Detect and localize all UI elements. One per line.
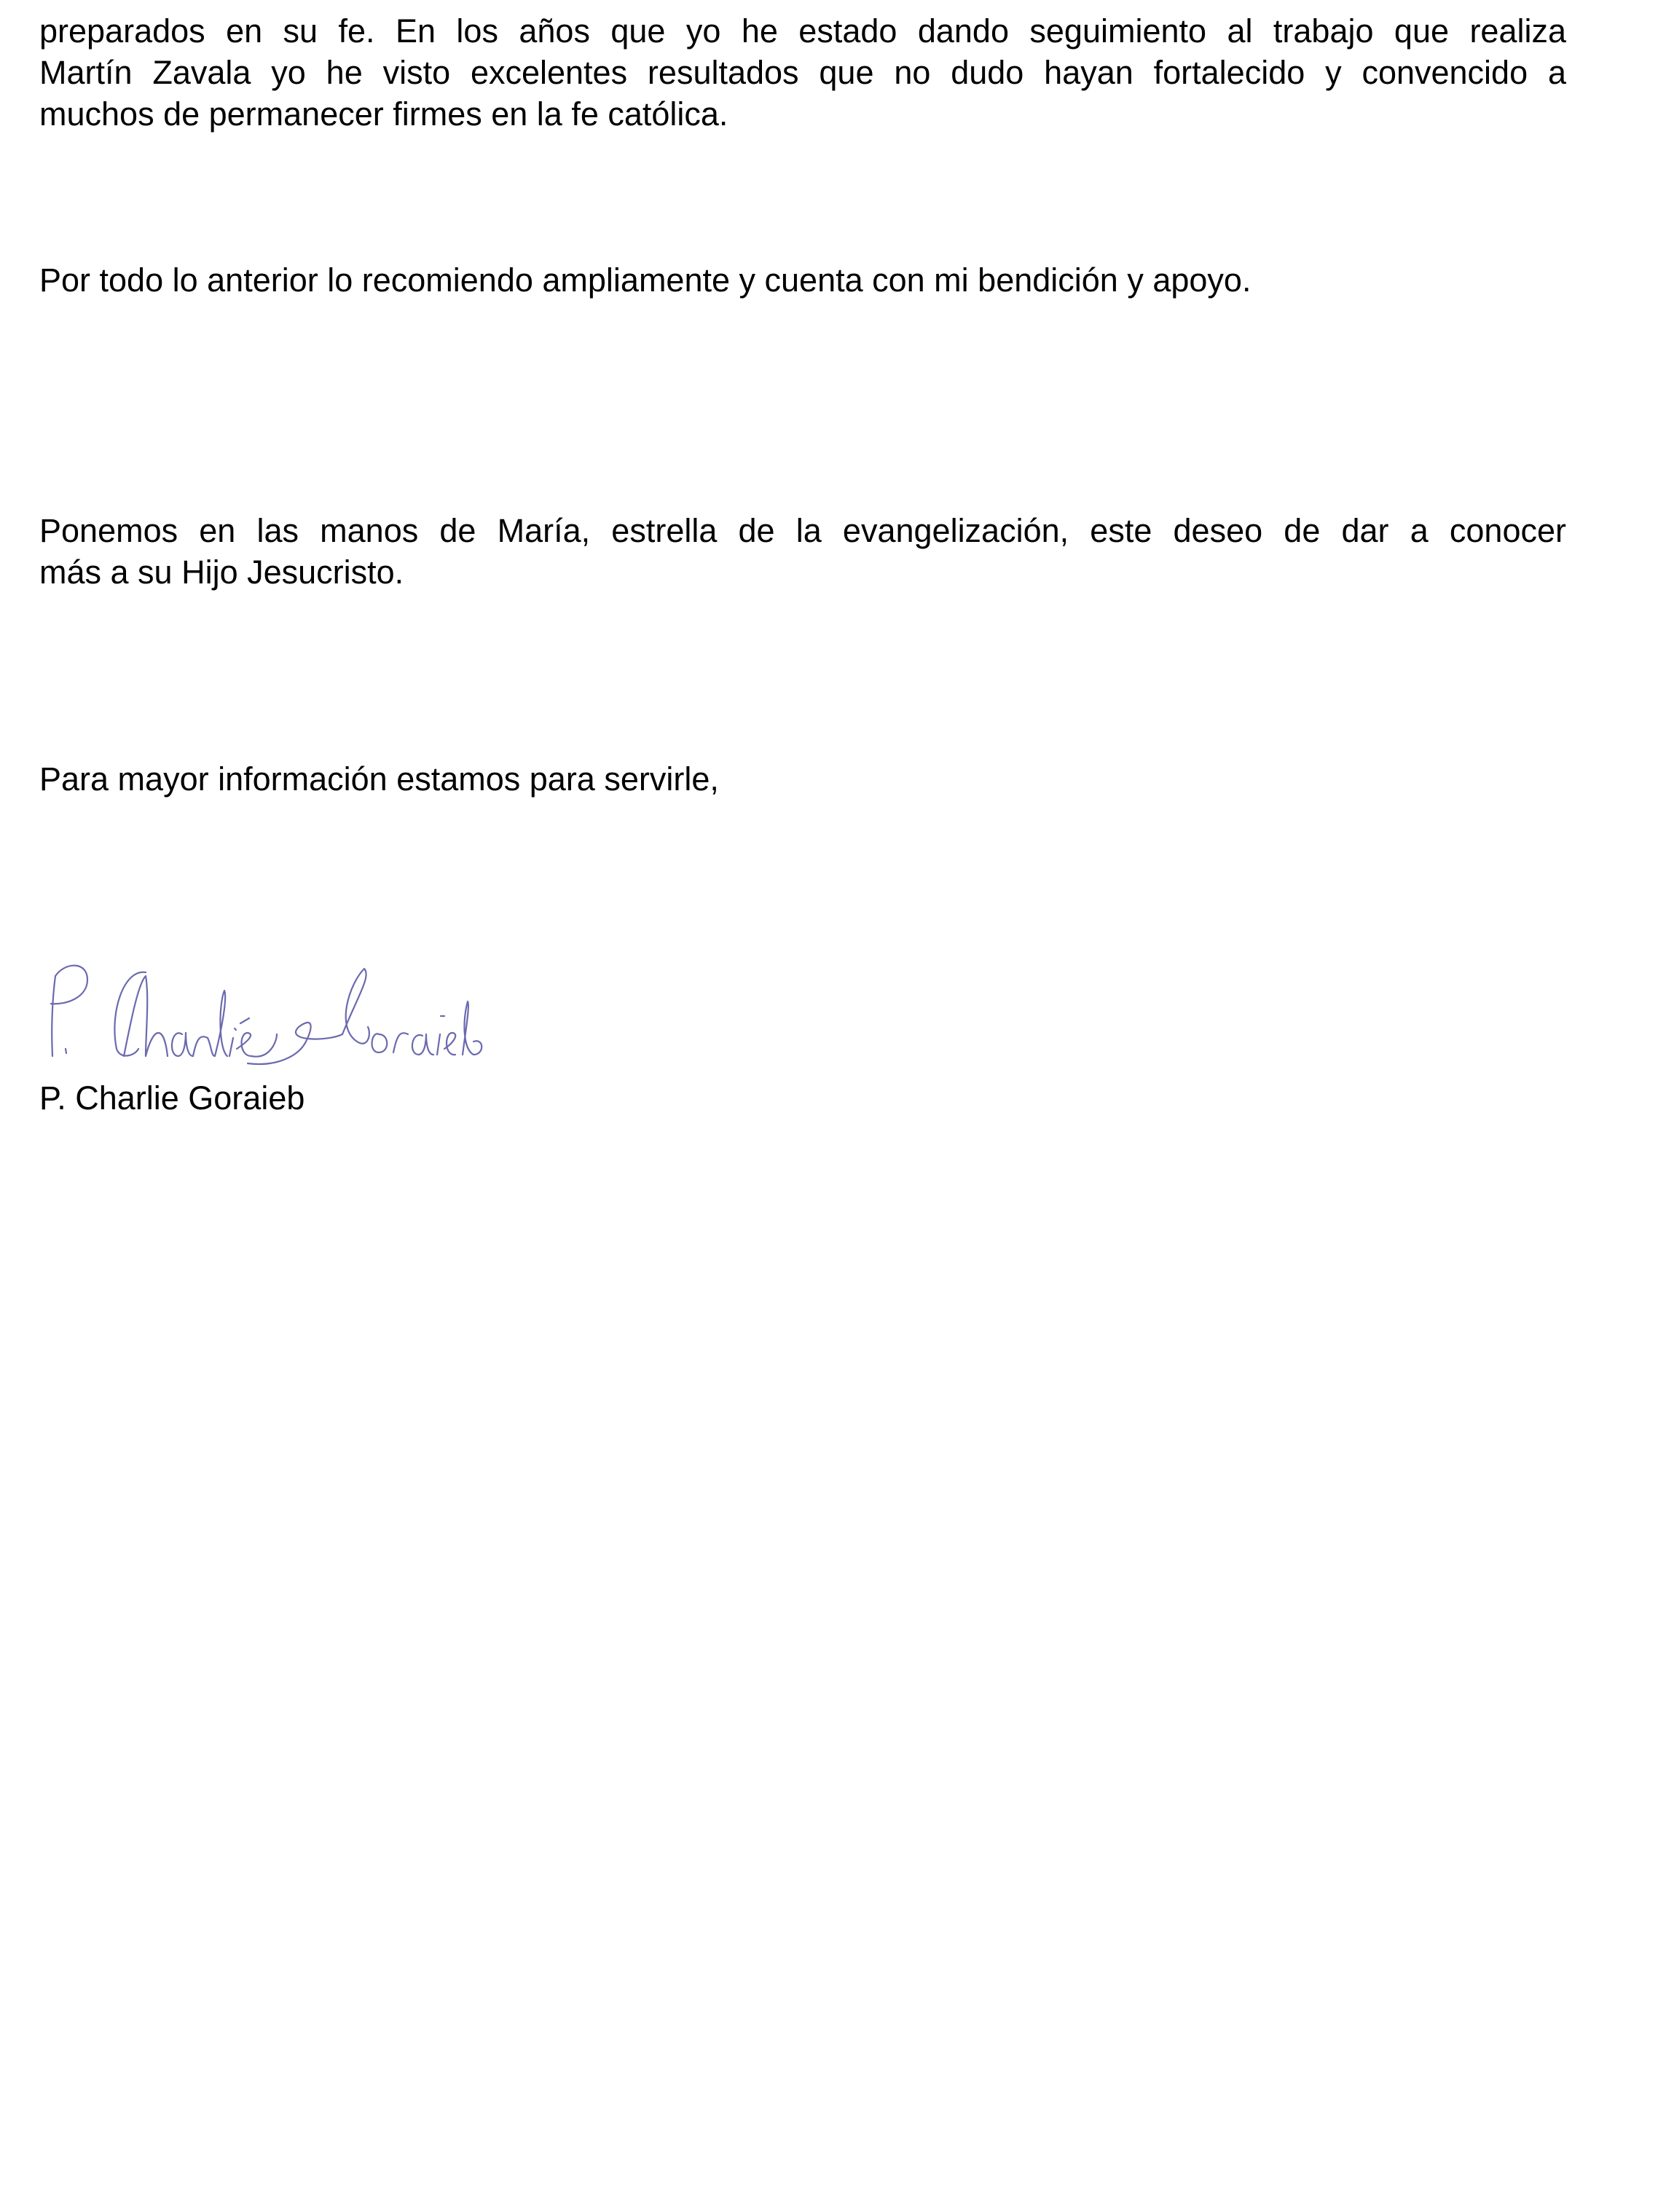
paragraph-recommendation [39, 259, 1566, 301]
paragraph-maria [39, 510, 1566, 593]
signer-name: P. Charlie Goraieb [39, 1079, 305, 1117]
text-line: muchos de permanecer firmes en la fe católica. [39, 95, 728, 133]
text-line: preparados en su fe. En los años que yo he estado dando seguimiento al trabajo que realiza [39, 12, 1566, 50]
text-line: más a su Hijo Jesucristo. [39, 554, 404, 591]
paragraph-closing [39, 758, 1566, 800]
text-line: Martín Zavala yo he visto excelentes resultados que no dudo hayan fortalecido y convencido a [39, 54, 1566, 91]
paragraph-faith-results [39, 10, 1566, 135]
text-line: Para mayor información estamos para servirle, [39, 760, 719, 798]
handwritten-signature [36, 947, 575, 1071]
text-line: Por todo lo anterior lo recomiendo ampliamente y cuenta con mi bendición y apoyo. [39, 261, 1252, 299]
text-line: Ponemos en las manos de María, estrella de la evangelización, este deseo de dar a conocer [39, 512, 1566, 549]
signer-printed-name [39, 1077, 1566, 1119]
